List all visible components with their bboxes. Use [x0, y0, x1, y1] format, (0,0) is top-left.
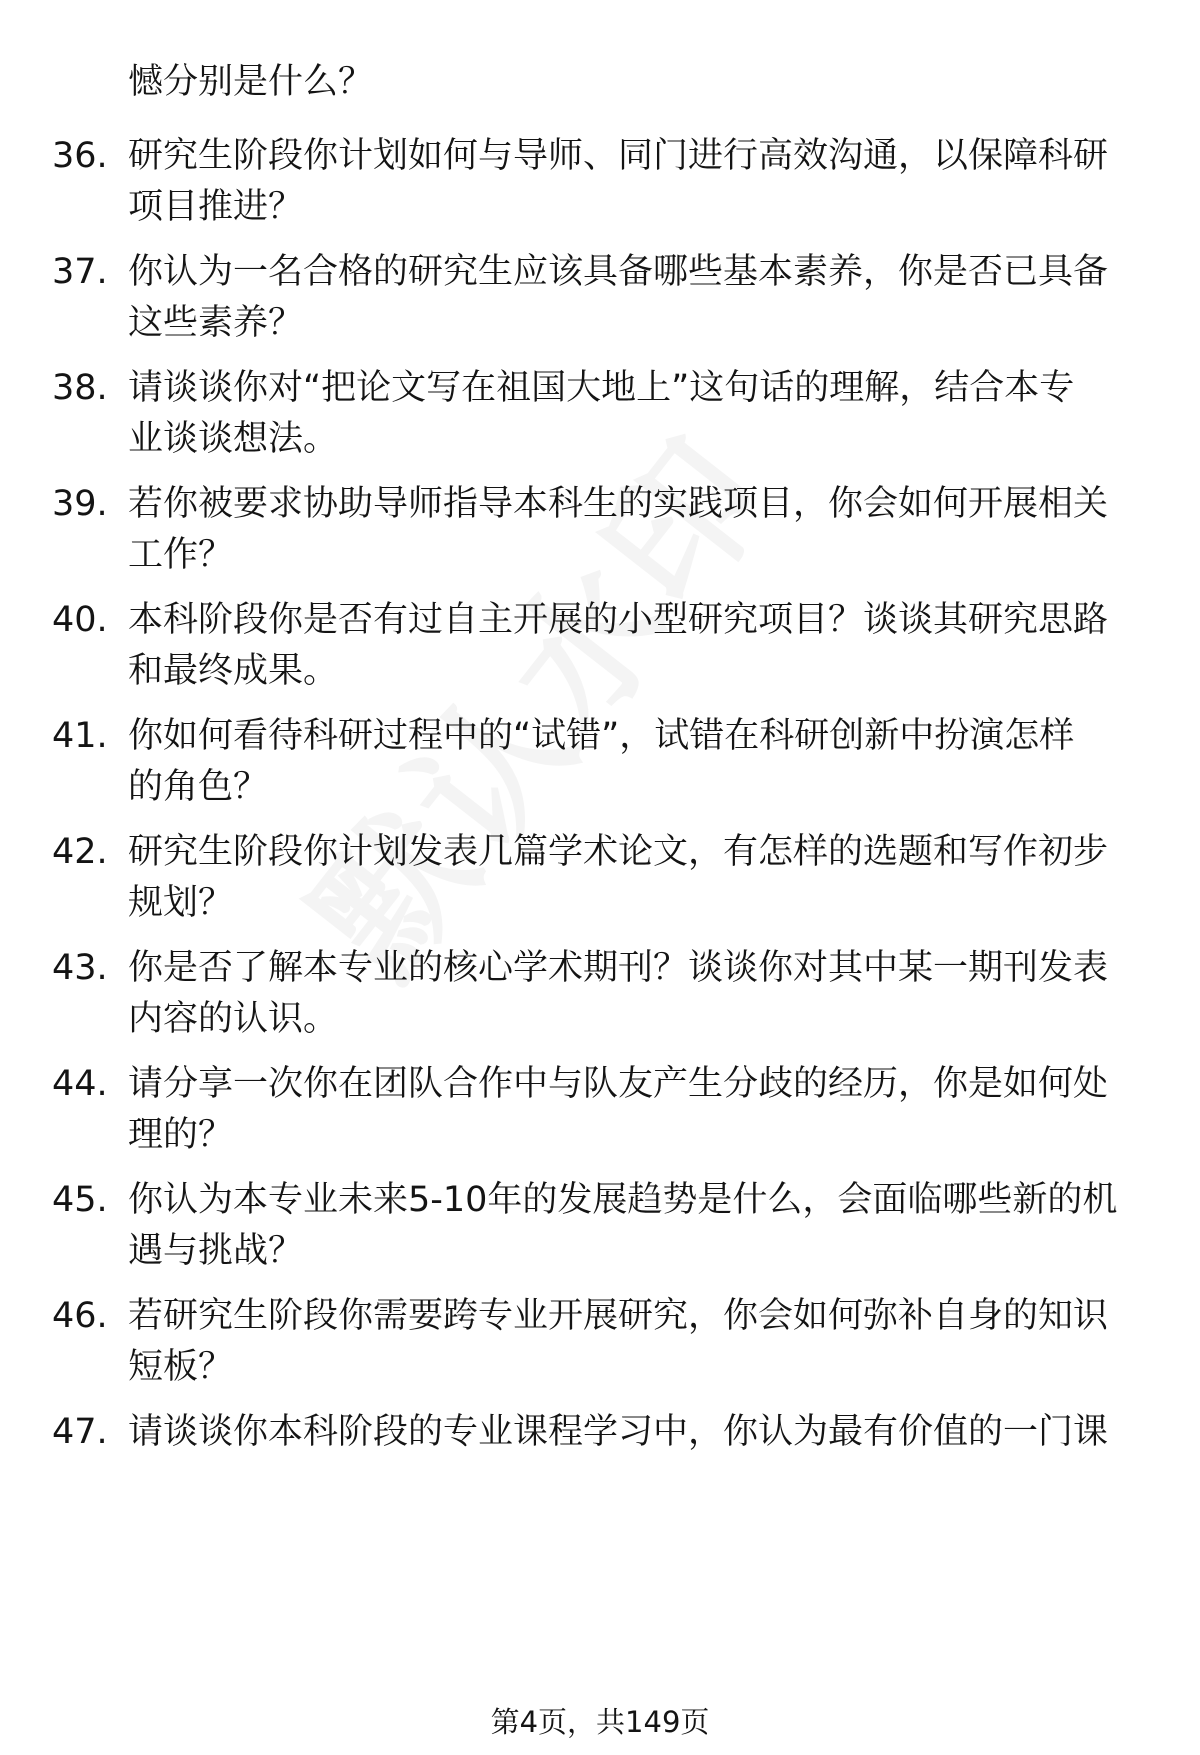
question-number: 39.	[52, 484, 108, 524]
question-number: 41.	[52, 716, 108, 756]
question-text-line: 请谈谈你对“把论文写在祖国大地上”这句话的理解，结合本专	[128, 368, 1075, 408]
question-text-line: 内容的认识。	[128, 999, 339, 1039]
question-text-line: 若你被要求协助导师指导本科生的实践项目，你会如何开展相关	[128, 484, 1109, 524]
question-text-line: 你认为一名合格的研究生应该具备哪些基本素养，你是否已具备	[128, 252, 1109, 292]
question-number: 43.	[52, 948, 108, 988]
question-text-line: 的角色？	[128, 767, 269, 807]
question-number: 40.	[52, 600, 108, 640]
question-number: 37.	[52, 252, 108, 292]
question-number: 46.	[52, 1296, 108, 1336]
question-number: 36.	[52, 136, 108, 176]
question-text-line: 这些素养？	[128, 303, 304, 343]
page-footer: 第4页，共149页	[490, 1705, 710, 1739]
question-text-line: 请分享一次你在团队合作中与队友产生分歧的经历，你是如何处	[128, 1064, 1109, 1104]
question-continuation: 憾分别是什么？	[128, 62, 374, 102]
question-number: 44.	[52, 1064, 108, 1104]
question-text-line: 理的？	[128, 1115, 234, 1155]
question-text-line: 请谈谈你本科阶段的专业课程学习中，你认为最有价值的一门课	[128, 1412, 1109, 1452]
question-text-line: 本科阶段你是否有过自主开展的小型研究项目？谈谈其研究思路	[128, 600, 1109, 640]
question-number: 42.	[52, 832, 108, 872]
question-number: 47.	[52, 1412, 108, 1452]
question-text-line: 若研究生阶段你需要跨专业开展研究，你会如何弥补自身的知识	[128, 1296, 1109, 1336]
question-text-line: 业谈谈想法。	[128, 419, 339, 459]
question-text-line: 你如何看待科研过程中的“试错”，试错在科研创新中扮演怎样	[128, 716, 1075, 756]
question-text-line: 短板？	[128, 1347, 234, 1387]
question-text-line: 你认为本专业未来5-10年的发展趋势是什么，会面临哪些新的机	[128, 1180, 1118, 1220]
question-number: 45.	[52, 1180, 108, 1220]
question-text-line: 和最终成果。	[128, 651, 339, 691]
question-number: 38.	[52, 368, 108, 408]
question-text-line: 研究生阶段你计划发表几篇学术论文，有怎样的选题和写作初步	[128, 832, 1109, 872]
question-text-line: 研究生阶段你计划如何与导师、同门进行高效沟通，以保障科研	[128, 136, 1109, 176]
question-text-line: 规划？	[128, 883, 234, 923]
question-text-line: 项目推进？	[128, 187, 304, 227]
question-text-line: 遇与挑战？	[128, 1231, 304, 1271]
question-text-line: 你是否了解本专业的核心学术期刊？谈谈你对其中某一期刊发表	[128, 948, 1109, 988]
question-text-line: 工作？	[128, 535, 234, 575]
